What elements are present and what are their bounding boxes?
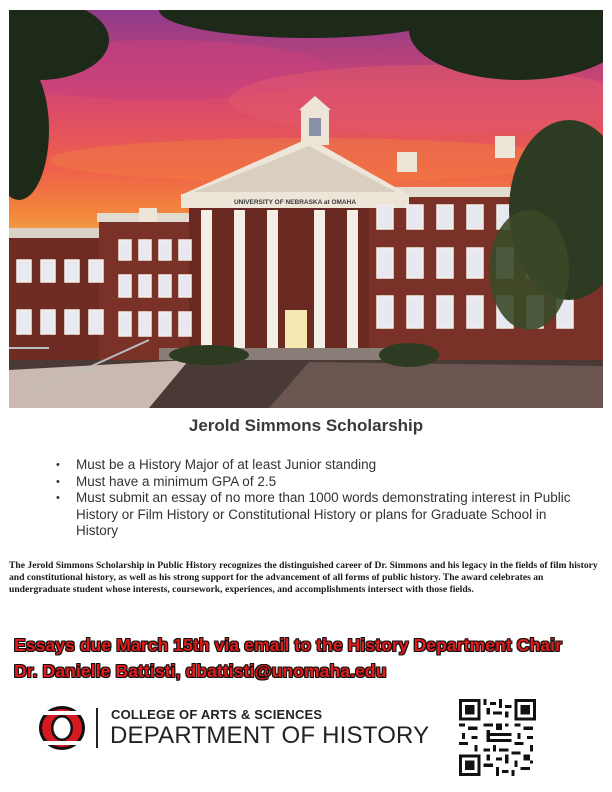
college-name: COLLEGE OF ARTS & SCIENCES (111, 707, 323, 722)
bullet-icon: • (56, 492, 60, 504)
department-name: DEPARTMENT OF HISTORY (110, 722, 430, 749)
building-illustration (9, 10, 603, 408)
deadline-notice (14, 632, 604, 684)
qr-code[interactable] (459, 699, 536, 776)
requirement-item (56, 474, 576, 491)
deadline-line: Essays due March 15th via email to the History Department Chair (14, 635, 563, 655)
bullet-icon: • (56, 459, 60, 471)
requirements-list (56, 457, 576, 540)
campus-building-photo (9, 10, 603, 408)
bullet-icon: • (56, 475, 60, 488)
logo-divider (96, 708, 98, 748)
requirement-text: Must submit an essay of no more than 1000 words demonstrating interest in Public History or Film History or Constitutional History or plans for Graduate School in History (76, 490, 571, 538)
unomaha-o-logo (36, 703, 88, 753)
scholarship-title: Jerold Simmons Scholarship (188, 416, 424, 435)
building-sign: UNIVERSITY OF NEBRASKA at OMAHA (233, 199, 357, 206)
scholarship-description: The Jerold Simmons Scholarship in Public History recognizes the distinguished career of Dr. Simmons and his legacy in the fields of film history and constitutional history, as well as his strong support for the advancement of all forms of public history. The award celebrates an undergraduate student whose interests, coursework, experiences, and accomplishments intersect with those fields. (9, 560, 598, 595)
requirement-text: Must have a minimum GPA of 2.5 (76, 473, 277, 489)
requirement-item (56, 457, 576, 474)
requirement-item (56, 490, 576, 540)
contact-line: Dr. Danielle Battisti, dbattisti@unomaha.edu (14, 661, 387, 681)
requirement-text: Must be a History Major of at least Junior standing (76, 457, 377, 472)
